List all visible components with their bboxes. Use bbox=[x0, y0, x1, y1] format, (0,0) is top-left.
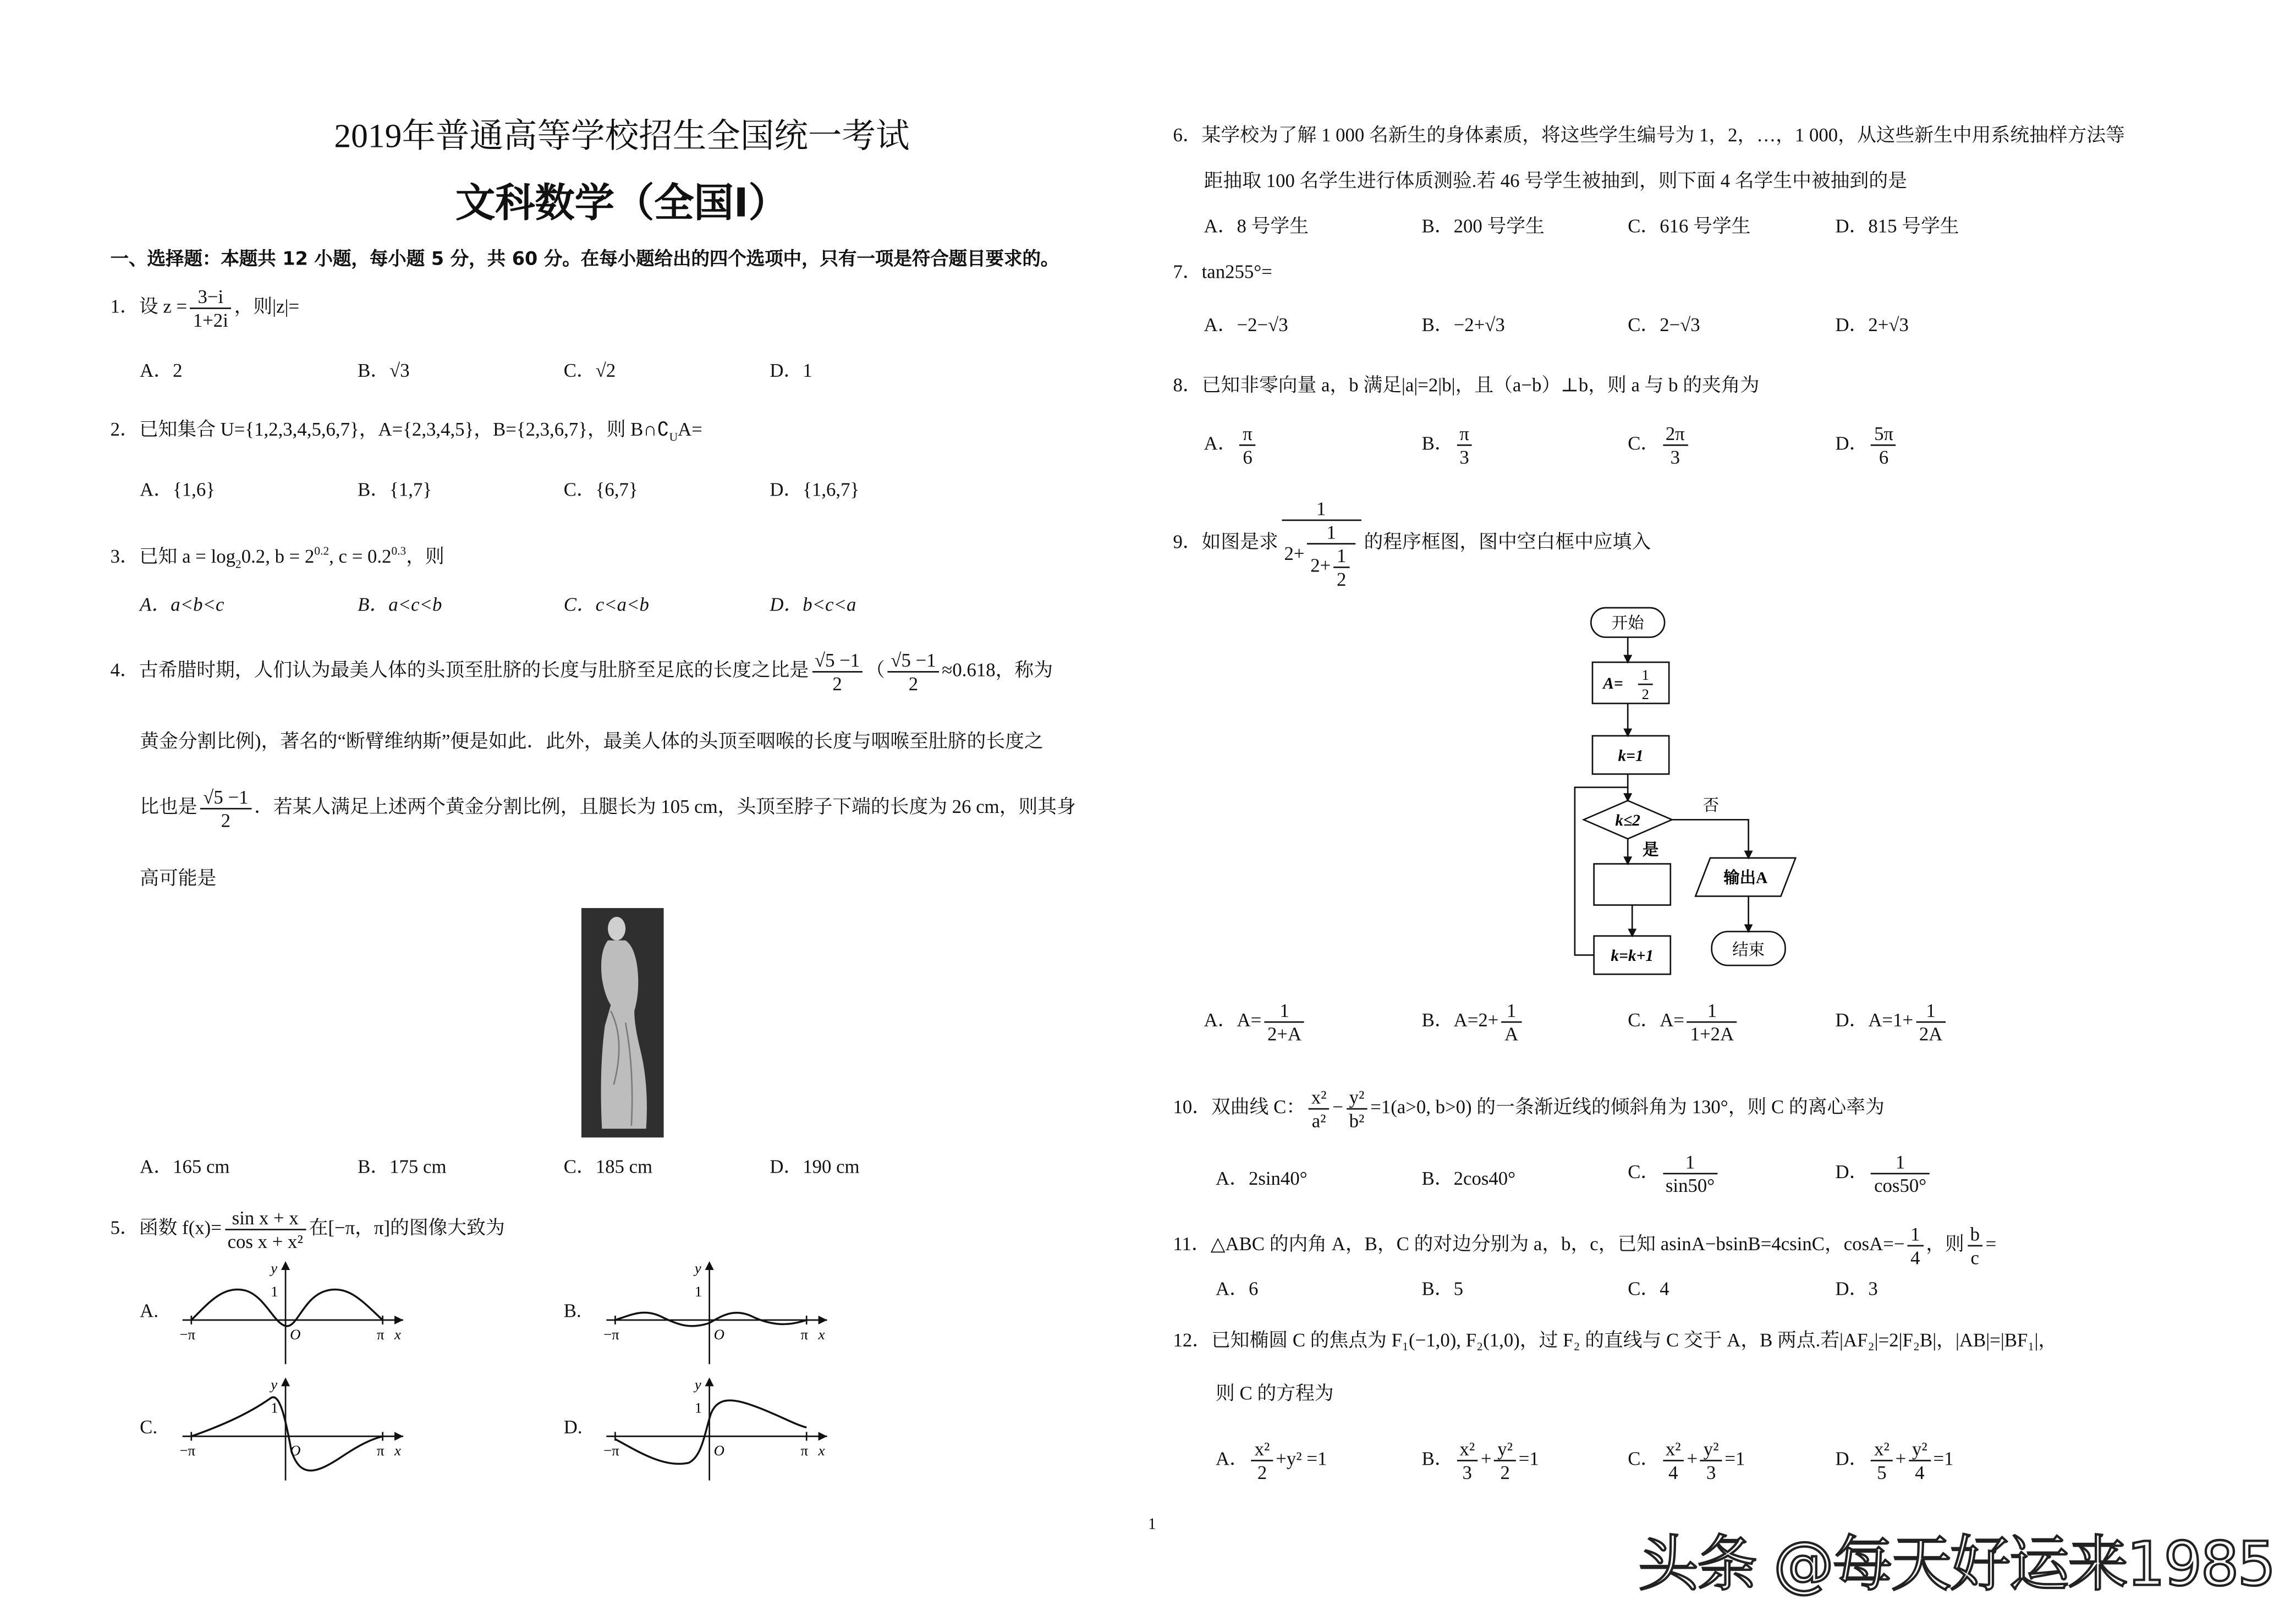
fraction bbox=[1457, 422, 1472, 468]
option-c[interactable] bbox=[1628, 422, 1690, 468]
option-c[interactable]: C．{6,7} bbox=[563, 478, 638, 501]
option-b[interactable]: B．√3 bbox=[358, 359, 410, 381]
origin-label: O bbox=[290, 1442, 301, 1459]
option-d[interactable] bbox=[1835, 999, 1948, 1045]
option-b[interactable] bbox=[1422, 422, 1475, 468]
numerator: x² bbox=[1871, 1438, 1893, 1461]
tick-neg-pi: −π bbox=[179, 1442, 196, 1459]
numerator: 1 bbox=[1308, 521, 1355, 545]
flow-increment-label: k=k+1 bbox=[1611, 947, 1654, 965]
numerator: 1 bbox=[1281, 497, 1361, 521]
origin-label: O bbox=[713, 1442, 724, 1459]
label: B． bbox=[1421, 1447, 1454, 1470]
page-number: 1 bbox=[1147, 1515, 1156, 1533]
numerator: π bbox=[1240, 422, 1255, 446]
flow-yes-label: 是 bbox=[1642, 841, 1659, 859]
denominator: 2 bbox=[908, 672, 919, 695]
denominator: 1+2i bbox=[193, 309, 228, 332]
option-b[interactable] bbox=[1422, 1438, 1539, 1483]
flow-condition-label: k≤2 bbox=[1615, 812, 1641, 830]
denominator: 5 bbox=[1877, 1461, 1887, 1484]
option-b[interactable]: B．−2+√3 bbox=[1421, 313, 1505, 336]
question-12-line-1: 12．已知椭圆 C 的焦点为 F₁(−1,0), F₂(1,0)，过 F₂ 的直线与 C 交于 A，B 两点.若|AF₂|=2|F₂B|，|AB|=|BF₁|， bbox=[1173, 1329, 2058, 1351]
flow-no-label: 否 bbox=[1702, 797, 1720, 815]
fraction-x2-a2 bbox=[1308, 1086, 1330, 1132]
denominator: a² bbox=[1311, 1109, 1326, 1132]
label: A． bbox=[1204, 432, 1237, 454]
term: 2+ bbox=[1284, 542, 1305, 565]
option-b[interactable]: B．{1,7} bbox=[358, 478, 432, 501]
q4-text: ≈0.618，称为 bbox=[942, 658, 1053, 681]
question-5 bbox=[111, 1207, 505, 1252]
denominator: b² bbox=[1349, 1109, 1365, 1132]
denominator: 3 bbox=[1462, 1461, 1472, 1484]
question-2 bbox=[111, 418, 702, 450]
option-c[interactable] bbox=[1628, 1438, 1745, 1483]
numerator: x² bbox=[1308, 1086, 1330, 1110]
denominator: cos x + x² bbox=[227, 1230, 303, 1252]
denominator: 1+2A bbox=[1690, 1022, 1734, 1045]
option-a[interactable]: A．−2−√3 bbox=[1204, 313, 1288, 336]
question-4-line-2: 黄金分割比例)，著名的“断臂维纳斯”便是如此．此外，最美人体的头顶至咽喉的长度与咽喉至肚脐的长度之 bbox=[140, 730, 1043, 752]
flow-a-label: A= bbox=[1603, 675, 1623, 693]
continued-fraction bbox=[1281, 497, 1361, 590]
x-axis-label: x bbox=[818, 1326, 825, 1343]
numerator: x² bbox=[1663, 1438, 1684, 1461]
fraction-one-quarter bbox=[1908, 1223, 1923, 1268]
golden-ratio-fraction bbox=[200, 786, 251, 832]
denominator: 4 bbox=[1910, 1246, 1920, 1269]
label: C． bbox=[1628, 432, 1660, 454]
numerator: 1 bbox=[1687, 999, 1737, 1023]
minus: − bbox=[1332, 1095, 1343, 1118]
option-d-label[interactable]: D. bbox=[563, 1415, 583, 1438]
option-c-graph[interactable] bbox=[179, 1374, 415, 1485]
numerator: 1 bbox=[1334, 545, 1349, 568]
tick-neg-pi: −π bbox=[179, 1326, 196, 1343]
q5-fraction bbox=[224, 1207, 306, 1252]
fraction bbox=[1502, 999, 1521, 1045]
option-c[interactable]: C．c<a<b bbox=[563, 593, 649, 615]
q3-part: 0.2, b = 2 bbox=[241, 545, 315, 567]
fraction bbox=[1916, 999, 1946, 1045]
option-a[interactable]: A．165 cm bbox=[140, 1155, 230, 1178]
option-a[interactable]: A．2sin40° bbox=[1216, 1167, 1308, 1189]
blank-box[interactable] bbox=[1594, 864, 1671, 905]
q9-text: 的程序框图，图中空白框中应填入 bbox=[1364, 530, 1651, 553]
option-b-graph[interactable] bbox=[603, 1258, 839, 1369]
question-4-line-3 bbox=[140, 786, 1076, 832]
option-a[interactable] bbox=[1216, 1438, 1327, 1483]
fraction-y bbox=[1909, 1438, 1931, 1483]
label: B．A=2+ bbox=[1421, 1009, 1499, 1031]
plus: + bbox=[1687, 1447, 1698, 1470]
fraction-x bbox=[1663, 1438, 1684, 1483]
q4-text: ．若某人满足上述两个黄金分割比例，且腿长为 105 cm，头顶至脖子下端的长度为 26 cm，则其身 bbox=[254, 795, 1076, 818]
q2-stem: 2．已知集合 U={1,2,3,4,5,6,7}，A={2,3,4,5}，B={2,3,6,7}，则 B∩∁ bbox=[110, 417, 669, 441]
q3-sup: 0.3 bbox=[391, 544, 407, 558]
y-axis-label: y bbox=[694, 1260, 701, 1277]
option-c[interactable]: C．616 号学生 bbox=[1628, 215, 1751, 237]
denominator: 4 bbox=[1668, 1461, 1678, 1484]
denominator: 3 bbox=[1459, 446, 1469, 468]
denominator: c bbox=[1970, 1246, 1980, 1269]
denominator bbox=[1308, 545, 1355, 590]
q3-part: ，则 bbox=[406, 545, 444, 567]
fraction bbox=[1663, 1151, 1718, 1196]
label: C． bbox=[1628, 1160, 1660, 1183]
q11-text: 11．△ABC 的内角 A，B，C 的对边分别为 a，b，c，已知 asinA−bsinB=4csinC，cosA=− bbox=[1173, 1232, 1905, 1255]
question-8: 8．已知非零向量 a，b 满足|a|=2|b|，且（a−b）⊥b，则 a 与 b 的夹角为 bbox=[1173, 373, 1760, 396]
numerator: 1 bbox=[1502, 999, 1521, 1023]
numerator: x² bbox=[1457, 1438, 1478, 1461]
numerator: y² bbox=[1346, 1086, 1367, 1110]
flow-half-den: 2 bbox=[1641, 685, 1650, 702]
option-b[interactable] bbox=[1422, 999, 1524, 1045]
golden-ratio-fraction bbox=[888, 649, 939, 695]
y-axis-label: y bbox=[271, 1260, 278, 1277]
q3-part: , c = 0.2 bbox=[329, 545, 392, 567]
fraction bbox=[1240, 422, 1255, 468]
option-d[interactable] bbox=[1835, 422, 1899, 468]
denominator: 2+A bbox=[1267, 1022, 1302, 1045]
numerator: 2π bbox=[1663, 422, 1688, 446]
question-9 bbox=[1173, 497, 1651, 590]
fraction bbox=[1663, 422, 1688, 468]
term: 2+ bbox=[1310, 554, 1331, 576]
option-c[interactable]: C．185 cm bbox=[563, 1155, 653, 1178]
label: D．A=1+ bbox=[1835, 1009, 1914, 1031]
numerator: 1 bbox=[1871, 1151, 1930, 1174]
question-6-line-1: 6．某学校为了解 1 000 名新生的身体素质，将这些学生编号为 1，2，…，1 000，从这些新生中用系统抽样方法等 bbox=[1173, 123, 2125, 146]
denominator: A bbox=[1504, 1022, 1519, 1045]
program-flowchart bbox=[1560, 596, 1817, 982]
option-a-label[interactable]: A. bbox=[140, 1299, 159, 1322]
fraction bbox=[1265, 999, 1305, 1045]
fraction-y2-b2 bbox=[1346, 1086, 1367, 1132]
option-a[interactable]: A．{1,6} bbox=[140, 478, 215, 501]
x-axis-label: x bbox=[394, 1442, 401, 1459]
option-c[interactable]: C．2−√3 bbox=[1628, 313, 1700, 336]
tick-1: 1 bbox=[271, 1283, 278, 1300]
label: C．A= bbox=[1628, 1009, 1684, 1031]
denominator: 2 bbox=[832, 672, 842, 695]
option-c[interactable]: C．4 bbox=[1628, 1277, 1669, 1300]
option-a[interactable] bbox=[1204, 999, 1308, 1045]
question-4-line-4: 高可能是 bbox=[140, 866, 217, 889]
equals: =1 bbox=[1724, 1447, 1745, 1470]
option-d[interactable] bbox=[1835, 1151, 1932, 1196]
numerator: 1 bbox=[1916, 999, 1946, 1023]
label: A． bbox=[1216, 1447, 1249, 1470]
denominator: 3 bbox=[1706, 1461, 1716, 1484]
option-d[interactable]: D．{1,6,7} bbox=[770, 478, 860, 501]
tick-1: 1 bbox=[694, 1283, 702, 1300]
golden-ratio-fraction bbox=[812, 649, 863, 695]
tick-pi: π bbox=[800, 1326, 809, 1343]
numerator: y² bbox=[1909, 1438, 1931, 1461]
option-a[interactable]: A．8 号学生 bbox=[1204, 215, 1309, 237]
option-a-graph[interactable] bbox=[179, 1258, 415, 1369]
tick-1: 1 bbox=[271, 1399, 278, 1416]
flow-k-init-label: k=1 bbox=[1618, 747, 1644, 765]
question-6-line-2: 距抽取 100 名学生进行体质测验.若 46 号学生被抽到，则下面 4 名学生中被抽到的是 bbox=[1204, 169, 1907, 191]
flow-end-label: 结束 bbox=[1732, 941, 1765, 959]
equals: =1 bbox=[1518, 1447, 1539, 1470]
option-b[interactable]: B．200 号学生 bbox=[1421, 215, 1545, 237]
denominator bbox=[1281, 521, 1361, 590]
option-d[interactable]: D．b<c<a bbox=[770, 593, 856, 615]
numerator: y² bbox=[1495, 1438, 1516, 1461]
q9-text: 9．如图是求 bbox=[1173, 530, 1278, 553]
numerator: 1 bbox=[1265, 999, 1305, 1023]
label: C． bbox=[1628, 1447, 1660, 1470]
question-10 bbox=[1173, 1086, 1884, 1132]
q4-text: （ bbox=[865, 658, 885, 681]
option-c[interactable] bbox=[1628, 1151, 1721, 1196]
question-12-line-2: 则 C 的方程为 bbox=[1216, 1382, 1334, 1404]
exam-title: 2019年普通高等学校招生全国统一考试 bbox=[334, 118, 910, 155]
fraction bbox=[1871, 422, 1897, 468]
q3-part: 3．已知 a = log bbox=[110, 545, 236, 567]
q11-text: ，则 bbox=[1926, 1232, 1964, 1255]
option-b-label[interactable]: B. bbox=[563, 1299, 581, 1322]
denominator: 2 bbox=[1500, 1461, 1510, 1484]
question-3 bbox=[111, 540, 444, 577]
origin-label: O bbox=[290, 1326, 301, 1343]
fraction-x bbox=[1251, 1438, 1273, 1483]
q5-text: 在[−π，π]的图像大致为 bbox=[309, 1216, 505, 1239]
label: A．A= bbox=[1204, 1009, 1262, 1031]
tick-neg-pi: −π bbox=[603, 1442, 619, 1459]
q4-text: 比也是 bbox=[140, 795, 197, 818]
x-axis-label: x bbox=[394, 1326, 401, 1343]
option-d[interactable]: D．815 号学生 bbox=[1835, 215, 1959, 237]
tick-pi: π bbox=[376, 1442, 385, 1459]
numerator: b bbox=[1967, 1223, 1982, 1246]
flow-half-num: 1 bbox=[1641, 667, 1650, 684]
label: B． bbox=[1421, 432, 1454, 454]
y-axis-label: y bbox=[271, 1376, 278, 1393]
q10-text: =1(a>0, b>0) 的一条渐近线的倾斜角为 130°，则 C 的离心率为 bbox=[1370, 1095, 1885, 1118]
option-c[interactable]: C．√2 bbox=[563, 359, 616, 381]
numerator: √5 −1 bbox=[200, 786, 251, 810]
numerator: sin x + x bbox=[224, 1207, 306, 1230]
question-7: 7．tan255°= bbox=[1173, 260, 1272, 283]
denominator: 2 bbox=[1257, 1461, 1267, 1484]
denominator: 4 bbox=[1915, 1461, 1925, 1484]
numerator: π bbox=[1457, 422, 1472, 446]
q4-text: 4．古希腊时期，人们认为最美人体的头顶至肚脐的长度与肚脐至足底的长度之比是 bbox=[110, 658, 809, 681]
denominator: 2 bbox=[1336, 568, 1347, 590]
label: D． bbox=[1835, 432, 1869, 454]
watermark: 头条 @每天好运来1985 bbox=[1638, 1528, 2275, 1600]
q2-stem-end: A= bbox=[678, 417, 702, 441]
q5-text: 5．函数 f(x)= bbox=[110, 1216, 222, 1239]
fraction-b-over-c bbox=[1967, 1223, 1982, 1268]
numerator: 1 bbox=[1663, 1151, 1718, 1174]
q1-fraction bbox=[190, 285, 231, 331]
fraction-x bbox=[1457, 1438, 1478, 1483]
option-c[interactable] bbox=[1628, 999, 1740, 1045]
numerator: 5π bbox=[1871, 422, 1897, 446]
q1-stem-end: ，则|z|= bbox=[234, 295, 300, 317]
denominator: 2A bbox=[1919, 1022, 1943, 1045]
q2-sub: U bbox=[669, 430, 678, 444]
option-d[interactable]: D．2+√3 bbox=[1835, 313, 1909, 336]
y-axis-label: y bbox=[694, 1376, 701, 1393]
tick-pi: π bbox=[800, 1442, 809, 1459]
option-d[interactable]: D．190 cm bbox=[770, 1155, 860, 1178]
plus: + bbox=[1480, 1447, 1492, 1470]
numerator: √5 −1 bbox=[812, 649, 863, 673]
nested-fraction bbox=[1308, 521, 1355, 590]
label: D． bbox=[1835, 1447, 1869, 1470]
question-11 bbox=[1173, 1223, 1996, 1268]
fraction-x bbox=[1871, 1438, 1893, 1483]
denominator: sin50° bbox=[1665, 1174, 1715, 1197]
option-b[interactable]: B．5 bbox=[1421, 1277, 1464, 1300]
denominator: 6 bbox=[1878, 446, 1889, 468]
numerator: y² bbox=[1700, 1438, 1722, 1461]
denominator: 2 bbox=[221, 809, 231, 832]
exam-subtitle: 文科数学（全国Ⅰ） bbox=[455, 181, 788, 227]
numerator: 3−i bbox=[190, 285, 231, 309]
q3-sub: 2 bbox=[235, 557, 241, 571]
option-d[interactable] bbox=[1835, 1438, 1953, 1483]
denominator: cos50° bbox=[1874, 1174, 1927, 1197]
option-d[interactable]: D．3 bbox=[1835, 1277, 1878, 1300]
numerator: √5 −1 bbox=[888, 649, 939, 673]
tick-neg-pi: −π bbox=[603, 1326, 619, 1343]
section-heading: 一、选择题：本题共 12 小题，每小题 5 分，共 60 分。在每小题给出的四个选项中，只有一项是符合题目要求的。 bbox=[110, 247, 1059, 270]
option-d-graph[interactable] bbox=[603, 1374, 839, 1485]
q3-sup: 0.2 bbox=[314, 544, 329, 558]
denominator: 3 bbox=[1670, 446, 1680, 468]
fraction bbox=[1871, 1151, 1930, 1196]
numerator: 1 bbox=[1908, 1223, 1923, 1246]
question-1 bbox=[111, 285, 299, 331]
option-a[interactable]: A．6 bbox=[1216, 1277, 1259, 1300]
flow-output-label: 输出A bbox=[1723, 869, 1768, 887]
numerator: x² bbox=[1251, 1438, 1273, 1461]
tick-1: 1 bbox=[694, 1399, 702, 1416]
option-a[interactable]: A．2 bbox=[140, 359, 183, 381]
origin-label: O bbox=[713, 1326, 724, 1343]
option-c-label[interactable]: C. bbox=[140, 1415, 158, 1438]
q11-text: = bbox=[1985, 1232, 1997, 1255]
x-axis-label: x bbox=[818, 1442, 825, 1459]
fraction-y bbox=[1495, 1438, 1516, 1483]
option-a[interactable]: A．a<b<c bbox=[140, 593, 224, 615]
fraction-y bbox=[1700, 1438, 1722, 1483]
plus: + bbox=[1895, 1447, 1907, 1470]
option-d[interactable]: D．1 bbox=[770, 359, 812, 381]
question-4-line-1 bbox=[111, 649, 1053, 695]
equals: =1 bbox=[1933, 1447, 1954, 1470]
label: D． bbox=[1835, 1160, 1869, 1183]
q10-text: 10．双曲线 C： bbox=[1173, 1095, 1306, 1118]
option-b[interactable]: B．2cos40° bbox=[1421, 1167, 1516, 1189]
tick-pi: π bbox=[376, 1326, 385, 1343]
venus-statue-image bbox=[581, 908, 664, 1137]
flow-start-label: 开始 bbox=[1611, 614, 1644, 633]
q1-stem: 1．设 z = bbox=[110, 295, 188, 317]
tail: +y² =1 bbox=[1276, 1447, 1327, 1470]
option-a[interactable] bbox=[1204, 422, 1259, 468]
denominator: 6 bbox=[1243, 446, 1253, 468]
option-b[interactable]: B．a<c<b bbox=[358, 593, 442, 615]
nested-fraction bbox=[1334, 545, 1349, 590]
fraction bbox=[1687, 999, 1737, 1045]
option-b[interactable]: B．175 cm bbox=[358, 1155, 447, 1178]
